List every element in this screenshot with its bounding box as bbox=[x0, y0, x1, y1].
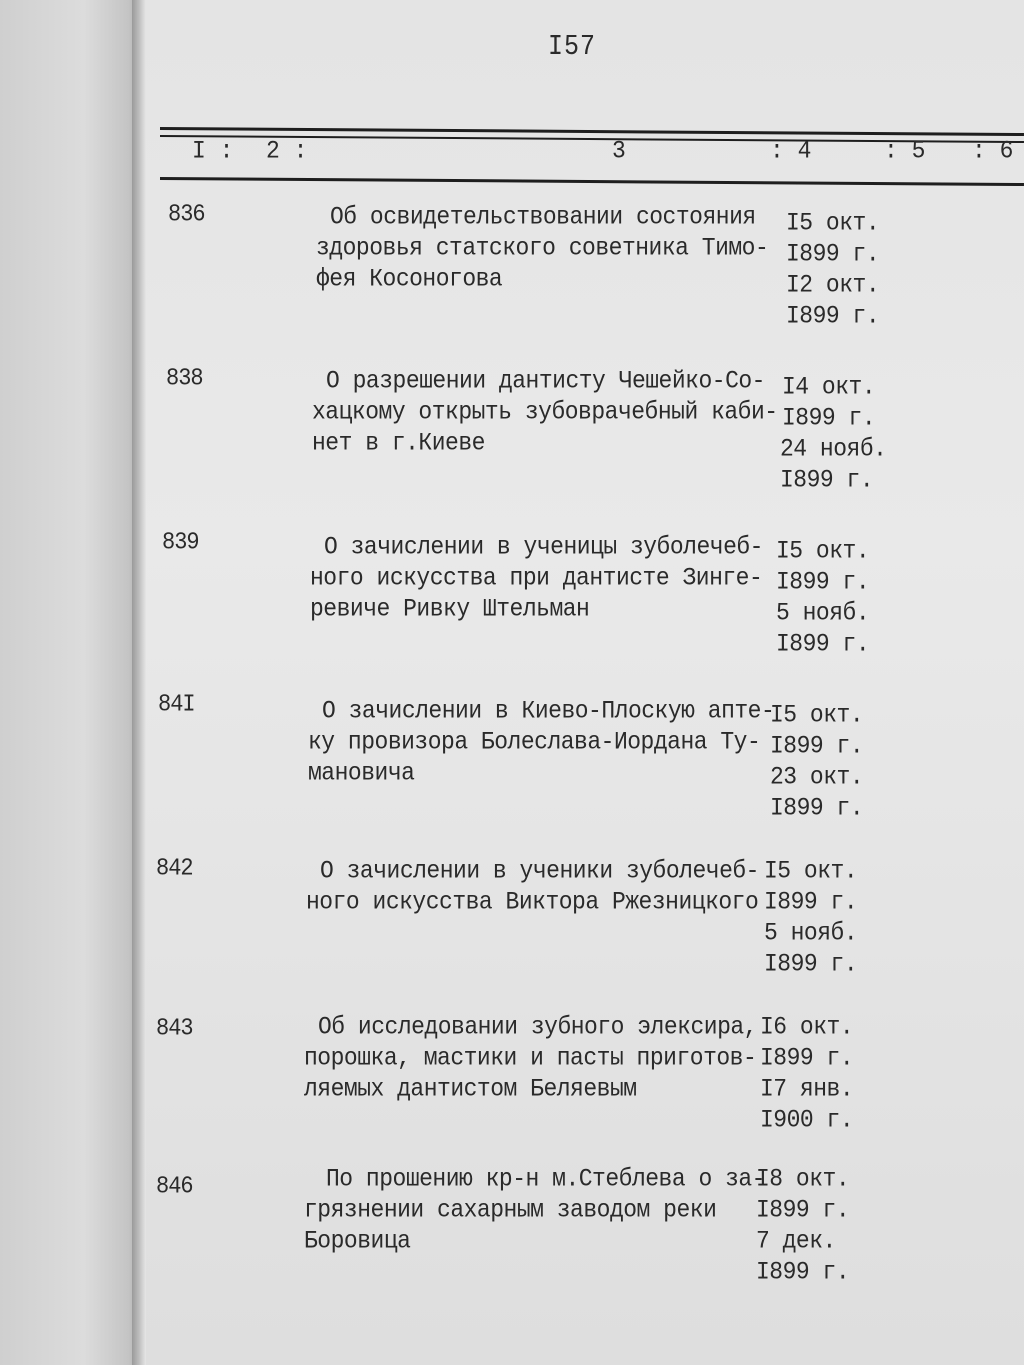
entry-number: 838 bbox=[166, 364, 203, 393]
title-line: ляемых дантистом Беляевым bbox=[304, 1074, 637, 1104]
date-line: I899 г. bbox=[776, 629, 870, 659]
header-col-4: : 4 bbox=[770, 136, 812, 166]
entry-title bbox=[312, 366, 782, 459]
date-line: 5 нояб. bbox=[764, 918, 858, 948]
entry-number: 846 bbox=[156, 1172, 193, 1201]
date-line: I2 окт. bbox=[786, 270, 880, 300]
date-line: I899 г. bbox=[786, 239, 880, 269]
date-line: I899 г. bbox=[786, 301, 880, 331]
title-line: мановича bbox=[308, 758, 415, 788]
date-line: I899 г. bbox=[764, 887, 858, 917]
book-gutter bbox=[132, 0, 146, 1365]
date-line: I899 г. bbox=[776, 567, 870, 597]
entry-dates bbox=[786, 208, 879, 332]
title-line: ного искусства при дантисте Зинге- bbox=[310, 563, 763, 593]
title-line: Боровица bbox=[304, 1226, 411, 1256]
title-line: О зачислении в Киево-Плоскую апте- bbox=[322, 696, 775, 726]
header-col-6: : 6 bbox=[972, 136, 1014, 166]
date-line: 7 дек. bbox=[756, 1226, 836, 1256]
header-col-3: 3 bbox=[612, 136, 626, 166]
entry-title bbox=[316, 202, 786, 295]
date-line: I900 г. bbox=[760, 1105, 854, 1135]
date-line: 5 нояб. bbox=[776, 598, 870, 628]
entry-title bbox=[306, 856, 776, 918]
title-line: грязнении сахарным заводом реки bbox=[304, 1195, 717, 1225]
title-line: О зачислении в ученицы зуболечеб- bbox=[324, 532, 763, 562]
entry-number: 84I bbox=[158, 690, 195, 719]
header-col-5: : 5 bbox=[884, 136, 926, 166]
title-line: По прошению кр-н м.Стеблева о за- bbox=[326, 1164, 765, 1194]
date-line: I4 окт. bbox=[782, 372, 876, 402]
left-page-edge bbox=[0, 0, 140, 1365]
date-line: I899 г. bbox=[780, 465, 874, 495]
date-line: I899 г. bbox=[782, 403, 876, 433]
title-line: хацкому открыть зубоврачебный каби- bbox=[312, 397, 778, 427]
entry-number: 843 bbox=[156, 1014, 193, 1043]
entry-title bbox=[308, 696, 778, 789]
title-line: О зачислении в ученики зуболечеб- bbox=[320, 856, 759, 886]
entry-title bbox=[310, 532, 780, 625]
entry-title bbox=[304, 1012, 774, 1105]
title-line: Об освидетельствовании состояния bbox=[330, 202, 756, 232]
date-line: I5 окт. bbox=[776, 536, 870, 566]
header-col-1: I : bbox=[192, 136, 234, 166]
entry-dates bbox=[780, 372, 886, 496]
date-line: I5 окт. bbox=[764, 856, 858, 886]
entry-dates bbox=[756, 1164, 849, 1288]
entry-dates bbox=[764, 856, 857, 980]
date-line: I899 г. bbox=[760, 1043, 854, 1073]
entry-dates bbox=[770, 700, 863, 824]
entry-number: 836 bbox=[168, 200, 205, 229]
page-number: I57 bbox=[548, 29, 597, 64]
title-line: порошка, мастики и пасты приготов- bbox=[304, 1043, 757, 1073]
date-line: I5 окт. bbox=[770, 700, 864, 730]
title-line: ку провизора Болеслава-Иордана Ту- bbox=[308, 727, 761, 757]
date-line: I8 окт. bbox=[756, 1164, 850, 1194]
title-line: ного искусства Виктора Ржезницкого bbox=[306, 887, 759, 917]
title-line: ревиче Ривку Штельман bbox=[310, 594, 590, 624]
entry-number: 839 bbox=[162, 528, 199, 557]
date-line: I5 окт. bbox=[786, 208, 880, 238]
date-line: 24 нояб. bbox=[780, 434, 887, 464]
date-line: I899 г. bbox=[764, 949, 858, 979]
entry-dates bbox=[776, 536, 869, 660]
title-line: фея Косоногова bbox=[316, 264, 503, 294]
date-line: 23 окт. bbox=[770, 762, 864, 792]
title-line: нет в г.Киеве bbox=[312, 428, 485, 458]
title-line: Об исследовании зубного элексира, bbox=[318, 1012, 757, 1042]
header-col-2: 2 : bbox=[266, 136, 308, 166]
date-line: I899 г. bbox=[756, 1195, 850, 1225]
entry-title bbox=[304, 1164, 774, 1257]
date-line: I6 окт. bbox=[760, 1012, 854, 1042]
date-line: I899 г. bbox=[770, 731, 864, 761]
title-line: О разрешении дантисту Чешейко-Со- bbox=[326, 366, 765, 396]
date-line: I899 г. bbox=[770, 793, 864, 823]
date-line: I899 г. bbox=[756, 1257, 850, 1287]
entry-number: 842 bbox=[156, 854, 193, 883]
date-line: I7 янв. bbox=[760, 1074, 854, 1104]
entry-dates bbox=[760, 1012, 853, 1136]
title-line: здоровья статского советника Тимо- bbox=[316, 233, 769, 263]
